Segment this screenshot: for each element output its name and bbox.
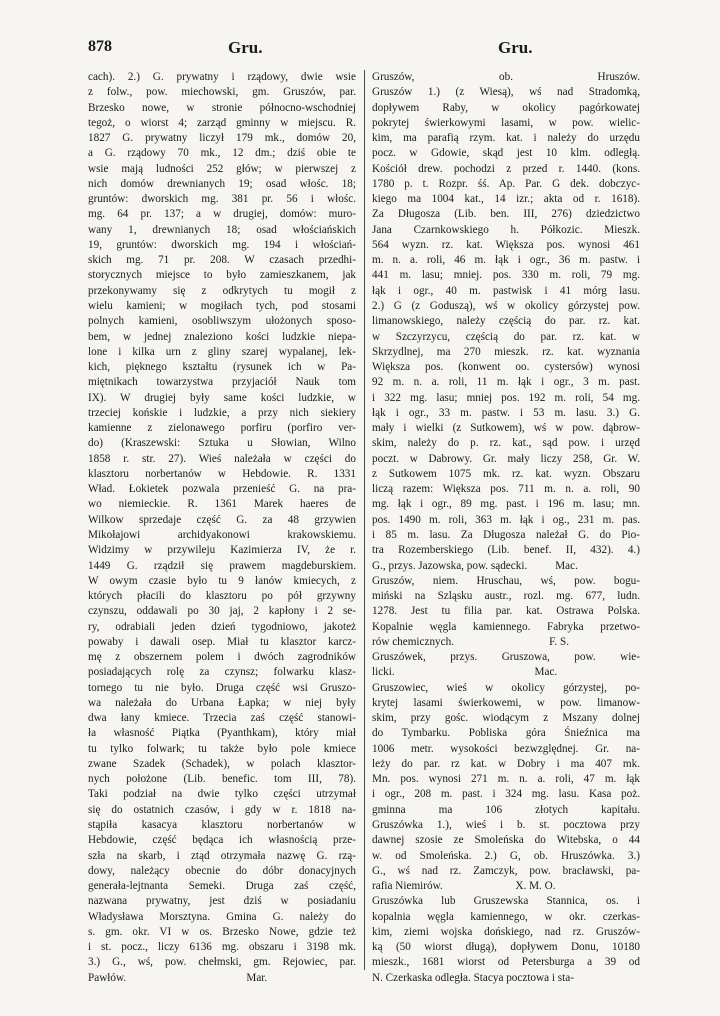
right-column-line: kiego ma 1004 kat., 14 izr.; akta od r. 1618). [372,193,640,206]
left-column-line: 1858 r. str. 27). Wieś należała w części do [88,452,356,465]
right-column-line: 1780 p. t. Rozpr. śś. Ap. Par. G dek. dobczyc- [372,177,640,190]
left-column-line: przekonywamy się z odkrytych tu mogił z [88,284,356,297]
left-column-line: Wilkow sprzedaje część G. za 48 grzywien [88,513,356,526]
right-column-line: miński na Szląsku austr., rozl. mg. 677, ludn. [372,590,640,603]
left-column-line: 19, gruntów: dworskich mg. 194 i włościań- [88,238,356,251]
right-column-line: Skrzydlnej, ma 270 mieszk. rz. kat. wyznania [372,345,640,358]
right-column-line: kim, ziemi wojska dońskiego, nad rz. Gruszów- [372,925,640,938]
left-column-line: tu tylko folwark; tu także było pole kmiece [88,742,356,755]
right-column-line: Gruszów, niem. Hruschau, wś, pow. bogu- [372,574,640,587]
left-column-line: wo niemieckie. R. 1361 Marek haeres de [88,498,356,511]
left-column-line: szła na skarb, i ztąd otrzymała nazwę G. rzą- [88,849,356,862]
left-column-line: bem, w jednej znaleziono kości ludzkie niepa- [88,330,356,343]
left-column-line: posiadających rolę za czynsz; folwarku klasz- [88,666,356,679]
left-column-line: dowy, należący obecnie do dóbr donacyjnych [88,864,356,877]
right-column-line: 564 wyzn. rz. kat. Większa pos. wynosi 461 [372,238,640,251]
right-column-line: tra Rozemberskiego (Lib. benef. II, 432). 4.) [372,544,640,557]
left-column-line: się do ostatnich czasów, i gdy w r. 1818 na- [88,803,356,816]
left-column-line: mg. 64 pr. 137; a w drugiej, domów: muro- [88,208,356,221]
left-column-line: i st. pocz., liczy 6136 mg. obszaru i 3198 mk. [88,941,356,954]
right-column-line: liczą razem: Większa pos. 711 m. n. a. roli, 90 [372,483,640,496]
left-column-line: wsie mają ludności 252 głów; w pierwszej z [88,162,356,175]
right-column-line: Gruszów 1.) (z Wiesą), wś nad Stradomką, [372,86,640,99]
right-column-line: pokrytej świerkowymi lasami, w pow. wielic- [372,116,640,129]
left-column-line: trzeciej końskie i ludzkie, a przy nich siekiery [88,406,356,419]
right-column-line: Gruszówka lub Gruszewska Stannica, os. i [372,895,640,908]
right-column-line: poczt. w Dabrowy. Gr. mały liczy 258, Gr. W. [372,452,640,465]
right-column-line: do Tymbarku. Pobliska góra Śnieźnica ma [372,727,640,740]
right-column-line: 1278. Jest tu filia par. kat. Ostrawa Polska. [372,605,640,618]
left-column-line: ry, odrabiali jeden dzień tygodniowo, jakoteż [88,620,356,633]
right-column-line: Gruszowiec, wieś w okolicy górzystej, po- [372,681,640,694]
left-column-line: storycznych miejsce to było zamieszkanem, jak [88,269,356,282]
left-column-line: Pawłów. Mar. [88,971,268,984]
right-column-line: mieszk., 1681 wiorst od Petersburga a 39 od [372,956,640,969]
left-column-line: dwa łany kmiece. Trzecia zaś część stanowi- [88,712,356,725]
right-column-line: mg. łąk i ogr., 89 mg. past. i 196 m. lasu; mn. [372,498,640,511]
right-column-line: 92 m. n. a. roli, 11 m. łąk i ogr., 3 m. past. [372,376,640,389]
left-column-line: IX). W drugiej były same kości ludzkie, w [88,391,356,404]
left-column-line: których płacili do klasztoru po pół grzywny [88,590,356,603]
right-column-line: z Sutkowem 1075 mk. rz. kat. wyzn. Obszaru [372,467,640,480]
left-column-line: tornego tu nie było. Druga część wsi Gruszo- [88,681,356,694]
left-column-line: Taki podział na dwie tylko części utrzymał [88,788,356,801]
left-column-line: mę z obszernem polem i dwóch zagrodników [88,651,356,664]
right-column-line: krytej lasami świerkowemi, w pow. limanow- [372,696,640,709]
left-column-line: cach). 2.) G. prywatny i rządowy, dwie wsie [88,71,356,83]
right-column-line: Gruszówka 1.), wieś i b. st. pocztowa przy [372,819,640,832]
left-column-line: ła własność Piątka (Pyanthkam), który miał [88,727,356,740]
left-column-line: wa należała do Urbana Łapka; w niej były [88,696,356,709]
left-column-line: tegoż, o wiorst 4; zarząd gminny w miejscu. R. [88,116,356,129]
right-column-line: dopływem Raby, w okolicy pagórkowatej [372,101,640,114]
left-column-line: Brzesko nowe, w stronie północno-wschodniej [88,101,356,114]
right-column-line: limanowskiego, należy częścią do par. rz. kat. [372,315,640,328]
left-column-line: 3.) G., wś, pow. chełmski, gm. Rejowiec, par. [88,956,356,969]
right-column-line: rafia Niemirów. X. M. O. [372,880,556,893]
right-column-line: leży do par. rz kat. w Dobry i ma 407 mk. [372,757,640,770]
right-column-line: skim, przy gośc. wiodącym z Mszany dolnej [372,712,640,725]
left-column-line: Hebdowie, część będąca ich własnością prze- [88,834,356,847]
right-column-line: i ogr., 208 m. past. i 324 mg. lasu. Kasa poż. [372,788,640,801]
page-header [88,38,656,60]
right-column-line: Gruszów, ob. Hruszów. [372,71,640,83]
right-column-line: w Szczyrzycu, częścią do par. rz. kat. w [372,330,640,343]
left-column-line: nazwana prywatny, jest dziś w posiadaniu [88,895,356,908]
left-column-line: z folw., pow. miechowski, gm. Gruszów, par. [88,86,356,99]
right-column-line: Większa pos. (konwent oo. cystersów) wynosi [372,361,640,374]
right-column-line: gminna ma 106 złotych kapitału. [372,803,640,816]
right-column-line: G., wś nad rz. Zamczyk, pow. bracławski, pa- [372,864,640,877]
left-column-line: Mikołajowi archidyakonowi krakowskiemu. [88,528,356,541]
left-column-line: W owym czasie było tu 9 łanów kmiecych, z [88,574,356,587]
right-column-line: Gruszówek, przys. Gruszowa, pow. wie- [372,651,640,664]
right-column-line: N. Czerkaska odległa. Stacya pocztowa i sta- [372,971,574,984]
left-column-line: Wład. Łokietek pozwala przenieść G. na pra- [88,483,356,496]
right-column-line: 441 m. lasu; mniej. pos. 330 m. roli, 79 mg. [372,269,640,282]
left-column-line: miętnikach towarzystwa przyjaciół Nauk tom [88,376,356,389]
left-column-line: zwane Szadek (Schadek), w polach klasztor- [88,757,356,770]
left-column-line: wielu kamieni; w mogiłach tych, pod stosami [88,299,356,312]
left-column-line: s. gm. okr. VI w os. Brzesko Nowe, gdzie też [88,925,356,938]
left-column-line: Władysława Morsztyna. Gmina G. należy do [88,910,356,923]
right-column-line: i 322 mg. lasu; mniej pos. 192 m. roli, 54 mg. [372,391,640,404]
left-column-line: kamienne z zielonawego porfiru (porfiro ver- [88,422,356,435]
right-column-line: licki. Mac. [372,666,558,679]
right-column-line: Mn. pos. wynosi 271 m. n. a. roli, 47 m. łąk [372,773,640,786]
right-column-line: Kościół drew. pochodzi z przed r. 1440. (kons. [372,162,640,175]
left-column-line: 1449 G. rządził się prawem magdeburskiem. [88,559,356,572]
left-column-line: nych położone (Lib. benefic. tom III, 78). [88,773,356,786]
right-guide-word: Gru. [498,38,533,57]
left-column-line: generała-lejtnanta Semeki. Druga zaś część, [88,880,356,893]
right-column-line: rów chemicznych. F. S. [372,635,570,648]
left-column-line: a G. rządowy 70 mk., 12 dm.; dziś obie te [88,147,356,160]
column-divider [364,70,365,970]
right-column-line: mały i wielki (z Sutkowem), wś w pow. dąbrow- [372,422,640,435]
right-column [372,70,640,986]
right-column-line: Jana Czarnkowskiego h. Półkozic. Mieszk. [372,223,640,236]
left-column-line: skich mg. 71 pr. 208. W czasach przedhi- [88,254,356,267]
right-column-line: G., przys. Jazowska, pow. sądecki. Mac. [372,559,578,572]
right-column-line: m. n. a. roli, 46 m. łąk i ogr., 36 m. pastw. i [372,254,640,267]
left-column-line: polnych kamieni, osobliwszym ułożonych sposo- [88,315,356,328]
left-column-line: klasztoru norbertanów w Hebdowie. R. 1331 [88,467,356,480]
left-column-line: do) (Kraszewski: Sztuka u Słowian, Wilno [88,437,356,450]
left-column-line: wany 1, drewnianych 18; osad włościańskich [88,223,356,236]
left-column-line: lone i kilka urn z gliny szarej wypalanej, lek- [88,345,356,358]
left-column-line: 1827 G. prywatny liczył 179 mk., domów 20, [88,132,356,145]
left-column-line: gruntów: dworskich mg. 381 pr. 56 i włośc. [88,193,356,206]
left-column [88,70,356,986]
left-column-line: nich domów drewnianych 19; osad włośc. 18; [88,177,356,190]
right-column-line: kim, ma parafią rzym. kat. i należy do urzędu [372,132,640,145]
right-column-line: łąk i ogr., 40 m. pastwisk i 41 mórg lasu. [372,284,640,297]
right-column-line: skim, należy do p. rz. kat., sąd pow. i urzęd [372,437,640,450]
right-column-line: ką (50 wiorst długą), dopływem Donu, 10180 [372,941,640,954]
page-number: 878 [88,38,112,55]
left-column-line: powaby i dawali osep. Miał tu klasztor karcz- [88,635,356,648]
left-column-line: kich, pięknego kształtu (rysunek ich w Pa- [88,361,356,374]
left-column-line: czynszu, oddawali po 30 jaj, 2 kapłony i 2 se- [88,605,356,618]
left-guide-word: Gru. [228,38,263,57]
left-column-line: Widzimy w przywileju Kazimierza IV, że r. [88,544,356,557]
right-column-line: Kopalnie węgla kamiennego. Fabryka przetwo- [372,620,640,633]
right-column-line: 2.) G (z Goduszą), wś w okolicy górzystej pow. [372,299,640,312]
right-column-line: kopalnia węgla kamiennego, w okr. czerkas- [372,910,640,923]
right-column-line: pos. 1490 m. roli, 363 m. łąk i og., 231 m. pas. [372,513,640,526]
right-column-line: w. od Smoleńska. 2.) G, ob. Hruszówka. 3.) [372,849,640,862]
right-column-line: 1006 metr. wysokości bezwzględnej. Gr. na- [372,742,640,755]
right-column-line: Za Długosza (Lib. ben. III, 276) dziedzictwo [372,208,640,221]
right-column-line: dawnej szosie ze Smoleńska do Witebska, o 44 [372,834,640,847]
right-column-line: pocz. w Gdowie, skąd jest 10 klm. odległą. [372,147,640,160]
right-column-line: łąk i ogr., 33 m. pastw. i 53 m. lasu. 3.) G. [372,406,640,419]
left-column-line: stąpiła kasacya klasztoru norbertanów w [88,819,356,832]
right-column-line: i 85 m. lasu. Za Długosza należał G. do Pio- [372,528,640,541]
